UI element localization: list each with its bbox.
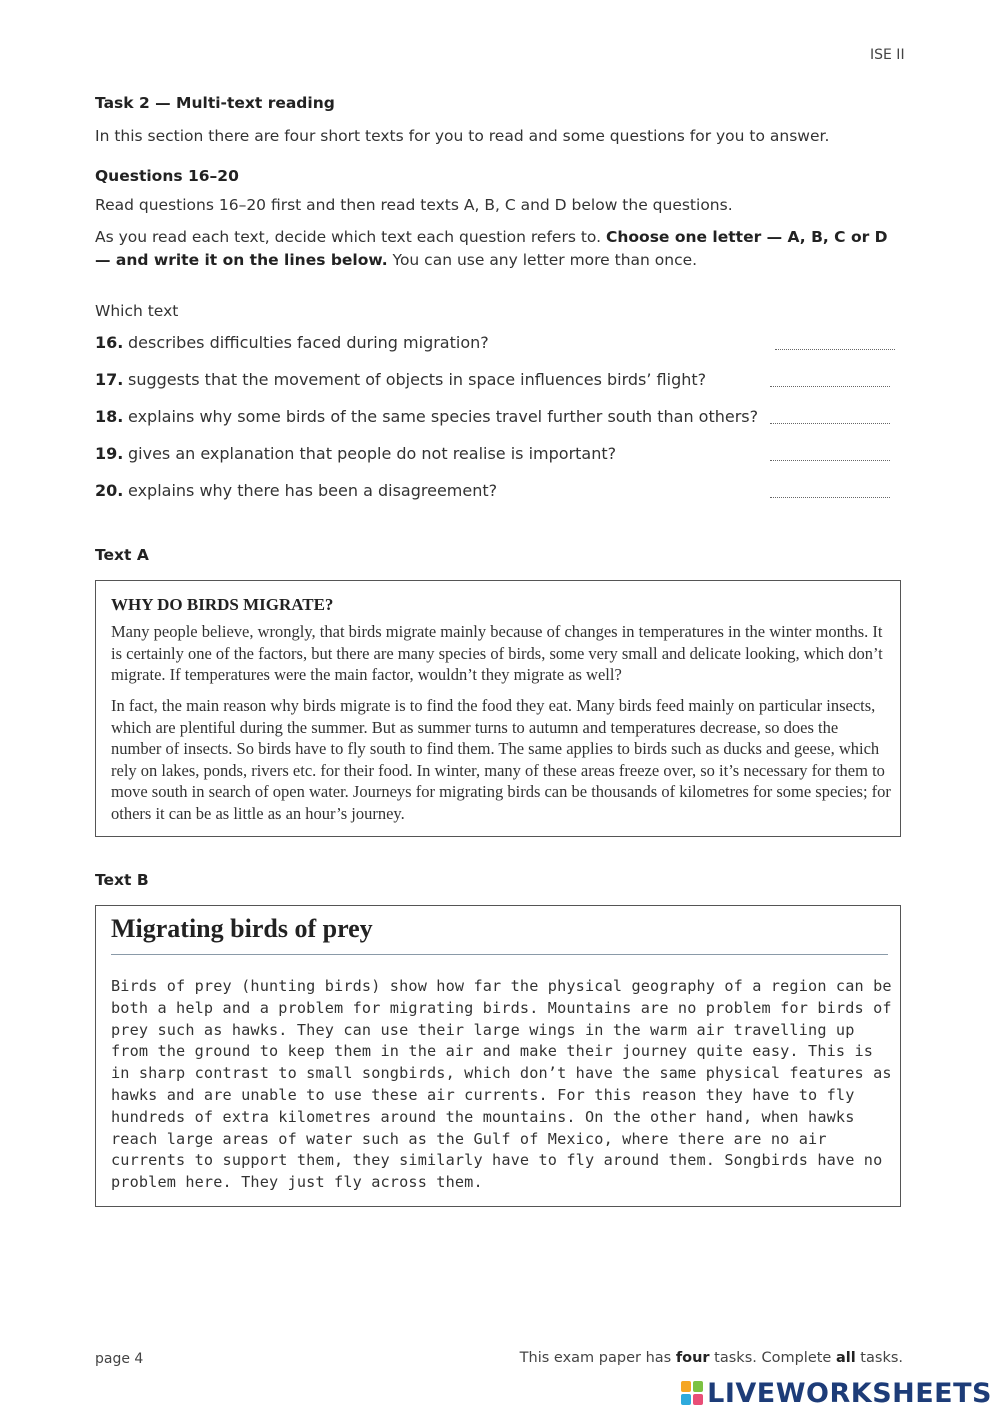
footer-note [520,1350,903,1366]
text-a-box [95,580,901,837]
text-a-paragraph-2: In fact, the main reason why birds migrate is to find the food they eat. Many birds feed mainly on particular insects, which are plentiful during the summer. But as summer turns to autumn and temperatures decrease, so does the number of insects. So birds have to fly south to find them. The same applies to birds such as ducks and geese, which rely on lakes, ponds, rivers etc. for their food. In winter, many of these areas freeze over, so it’s necessary for them to move south in search of open water. Journeys for migrating birds can be thousands of kilometres for some species; for others it can be as little as an hour’s journey. [111,696,891,823]
text-a-label: Text A [95,546,149,564]
liveworksheets-logo-icon [681,1381,703,1405]
question-text: suggests that the movement of objects in space influences birds’ flight? [128,370,707,389]
answer-line-18[interactable] [770,423,890,424]
watermark-text: LIVEWORKSHEETS [707,1377,992,1409]
answer-line-20[interactable] [770,497,890,498]
questions-lead: Which text [95,302,179,320]
questions-instruction-1: Read questions 16–20 first and then read texts A, B, C and D below the questions. [95,196,733,214]
instruction-2-post: You can use any letter more than once. [387,251,698,269]
questions-title: Questions 16–20 [95,167,239,185]
task-title: Task 2 — Multi-text reading [95,94,335,112]
watermark[interactable] [681,1375,992,1411]
text-b-box [95,905,901,1207]
question-number: 19. [95,444,124,463]
question-number: 20. [95,481,124,500]
text-b-title: Migrating birds of prey [111,914,373,943]
question-text: explains why there has been a disagreement? [128,481,498,500]
question-text: describes difficulties faced during migration? [128,333,489,352]
question-number: 16. [95,333,124,352]
answer-line-17[interactable] [770,386,890,387]
instruction-2-pre: As you read each text, decide which text each question refers to. [95,228,606,246]
question-number: 17. [95,370,124,389]
instruction-2-bold: Choose one letter — A, B, C or D — and write it on the lines below. [95,228,888,269]
question-number: 18. [95,407,124,426]
footer-note-mid: tasks. Complete [709,1350,836,1366]
text-a-title: WHY DO BIRDS MIGRATE? [111,595,334,614]
question-text: gives an explanation that people do not realise is important? [128,444,617,463]
question-16 [95,333,895,357]
page-number: page 4 [95,1351,144,1367]
answer-line-16[interactable] [775,349,895,350]
footer-note-post: tasks. [855,1350,903,1366]
answer-line-19[interactable] [770,460,890,461]
question-17 [95,370,895,394]
footer-note-pre: This exam paper has [519,1350,676,1366]
text-a-paragraph-1: Many people believe, wrongly, that birds migrate mainly because of changes in temperatures in the winter months. It is certainly one of the factors, but there are many species of birds, some very small and delicate looking, which don’t migrate. If temperatures were the main factor, wouldn’t they migrate as well? [111,622,883,684]
question-20 [95,481,895,505]
text-b-label: Text B [95,871,149,889]
questions-instruction-2 [95,226,895,272]
question-19 [95,444,895,468]
question-18 [95,407,895,431]
text-b-body: Birds of prey (hunting birds) show how far the physical geography of a region can be both a help and a problem for migrating birds. Mountains are no problem for birds of prey such as hawks. They can use their large wings in the warm air travelling up from the ground to keep them in the air and make their journey quite easy. This is in sharp contrast to small songbirds, which don’t have the same physical features as hawks and are unable to use these air currents. For this reason they have to fly hundreds of extra kilometres around the mountains. On the other hand, when hawks reach large areas of water such as the Gulf of Mexico, where there are no air currents to support them, they similarly have to fly around them. Songbirds have no problem here. They just fly across them. [111,977,892,1192]
footer-note-bold-2: all [835,1350,856,1366]
text-b-divider [111,954,888,955]
question-text: explains why some birds of the same species travel further south than others? [128,407,759,426]
task-intro: In this section there are four short texts for you to read and some questions for you to answer. [95,127,830,145]
footer-note-bold-1: four [675,1350,710,1366]
header-code: ISE II [870,47,905,63]
